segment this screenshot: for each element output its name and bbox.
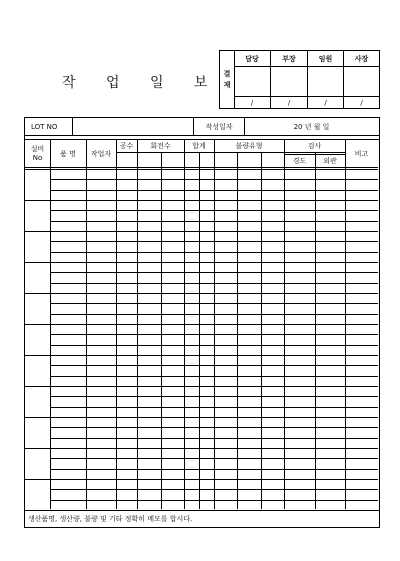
grid-line [50,272,378,273]
col-header-equipment: 설비 No [30,145,45,162]
approval-header: 임원 [308,51,343,67]
grid-line [50,489,378,490]
grid-line [25,417,378,418]
col-header-inspection: 검사 [307,141,322,150]
approval-header: 담당 [234,51,270,67]
date-field[interactable]: 20 년 월 일 [293,122,330,131]
grid-line [25,200,378,201]
grid-line [25,479,378,480]
grid-line [50,190,378,191]
grid-line [25,293,378,294]
grid-line [50,427,378,428]
grid-line [50,345,378,346]
approval-col-president[interactable] [344,51,379,108]
page-title: 작 업 일 보 [62,75,221,91]
lot-no-label: LOT NO [31,122,58,131]
col-header-product: 품 명 [60,149,76,158]
grid-line [25,355,378,356]
approval-header: 부장 [271,51,307,67]
grid-line [25,262,378,263]
grid-line [50,396,378,397]
grid-line [315,152,316,509]
col-header-hardness: 경도 [292,156,307,165]
grid-line [50,334,378,335]
approval-header: 사장 [344,51,379,67]
approval-date: / [234,96,270,108]
grid-line [50,221,378,222]
grid-line [237,152,238,509]
col-header-process: 공수 [119,141,134,150]
grid-line [261,152,262,509]
grid-line [50,303,378,304]
approval-date: / [271,96,307,108]
grid-line [50,179,378,180]
approval-date: / [344,96,379,108]
col-header-defect-type: 불량유형 [235,141,263,150]
approval-side-char: 결 [223,69,231,78]
grid-line [50,241,378,242]
col-header-appearance: 외관 [323,156,337,165]
grid-line [50,469,378,470]
grid-line [50,438,378,439]
approval-col-executive[interactable] [308,51,344,108]
approval-date: / [308,96,343,108]
grid-line [25,324,378,325]
grid-line [50,500,378,501]
col-header-worker: 작업자 [90,149,112,158]
grid-line [50,365,378,366]
lot-row [25,118,379,136]
work-grid [25,139,379,509]
grid-line [199,152,200,509]
grid-line [50,458,378,459]
col-header-rotations: 회전수 [150,141,171,150]
grid-line [25,231,378,232]
grid-line [50,407,378,408]
work-report-form [24,117,380,528]
grid-line [161,152,162,509]
lot-no-field[interactable] [73,118,193,135]
date-label: 작성일자 [205,122,233,131]
col-header-total: 합계 [192,141,206,150]
grid-line [50,210,378,211]
approval-box [219,50,380,109]
approval-col-director[interactable] [271,51,308,108]
grid-line [25,169,378,170]
grid-line [25,167,378,168]
grid-line [50,376,378,377]
approval-col-manager[interactable] [234,51,271,108]
grid-line [50,314,378,315]
grid-line [50,283,378,284]
grid-line [25,386,378,387]
grid-line [25,448,378,449]
grid-line [116,152,345,153]
approval-side-char: 재 [223,80,231,89]
col-header-remarks: 비고 [354,149,369,158]
footer-note: 생산품명, 생산량, 불량 및 기타 정확히 메모를 합시다. [25,510,379,527]
grid-line [50,252,378,253]
approval-side-label [220,51,235,108]
